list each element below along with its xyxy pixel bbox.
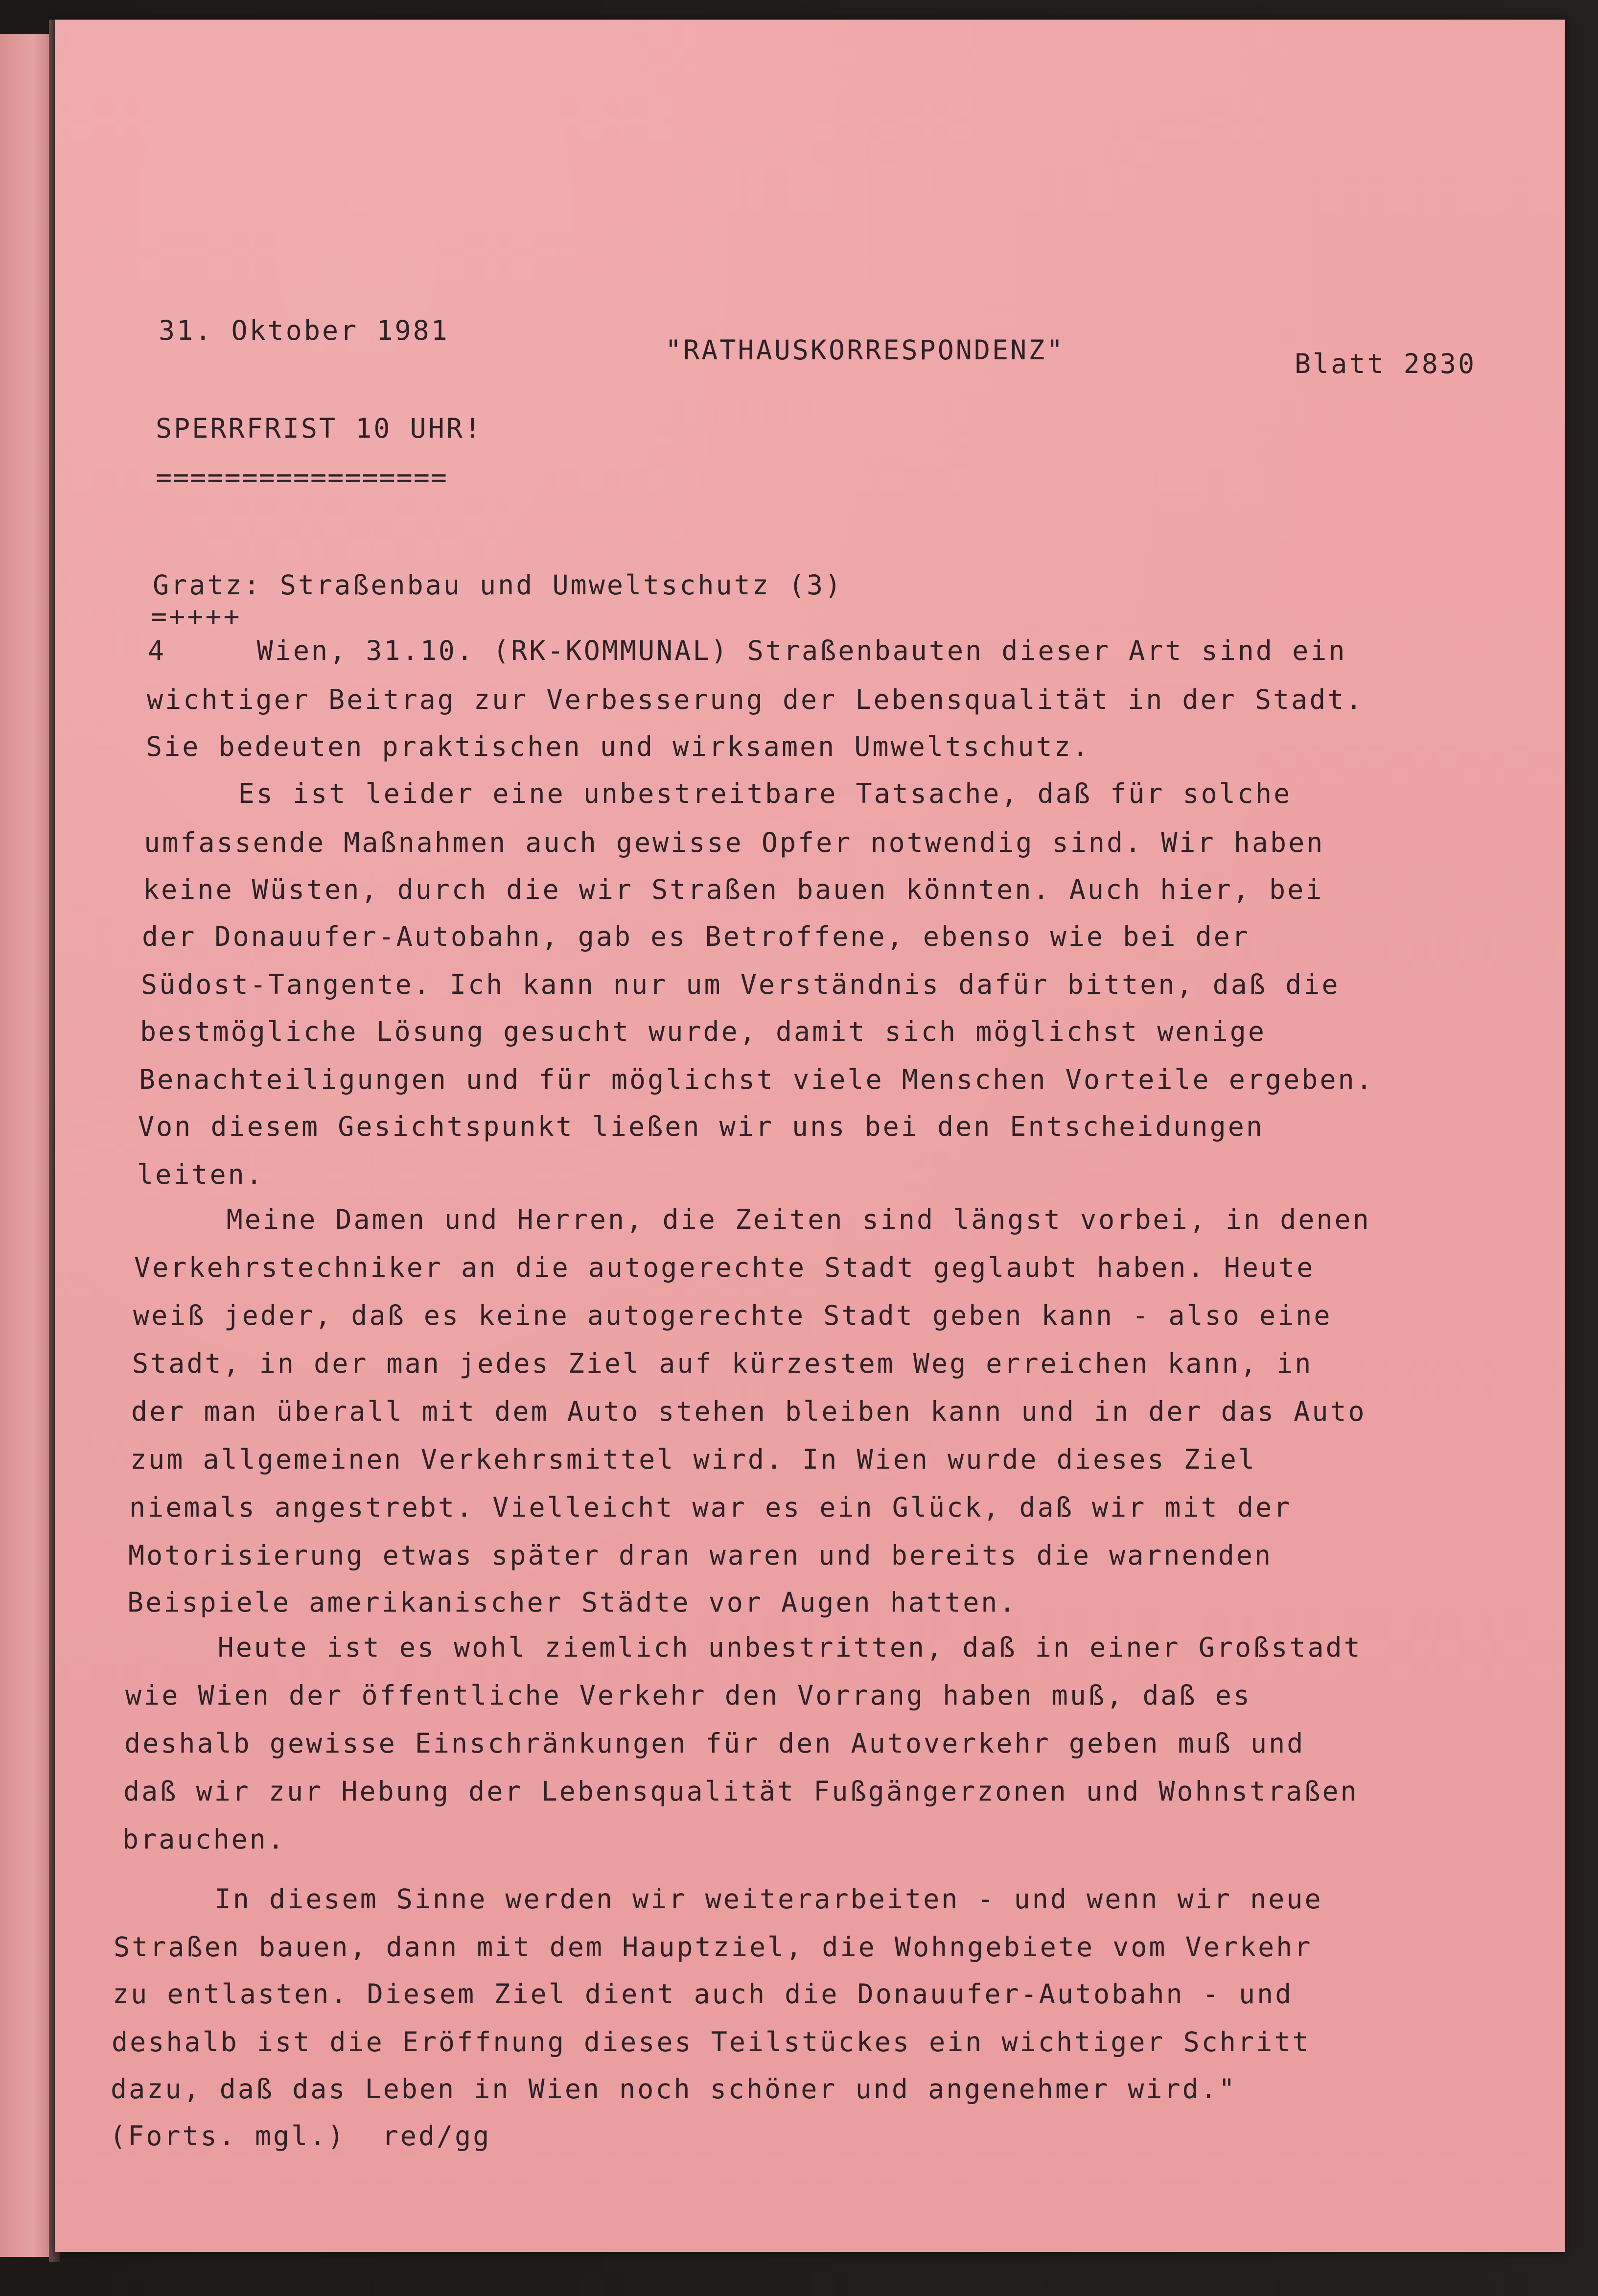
body-line: dazu, daß das Leben in Wien noch schöner und angenehmer wird." — [111, 2073, 1237, 2105]
body-line: wie Wien der öffentliche Verkehr den Vorrang haben muß, daß es — [125, 1680, 1251, 1711]
body-line: 4 Wien, 31.10. (RK-KOMMUNAL) Straßenbauten dieser Art sind ein — [148, 635, 1347, 666]
body-line: bestmögliche Lösung gesucht wurde, damit sich möglichst wenige — [140, 1016, 1266, 1047]
body-line: Südost-Tangente. Ich kann nur um Verständnis dafür bitten, daß die — [141, 969, 1340, 1000]
body-line: Von diesem Gesichtspunkt ließen wir uns bei den Entscheidungen — [138, 1111, 1264, 1142]
body-line: brauchen. — [122, 1824, 286, 1855]
body-line: Meine Damen und Herren, die Zeiten sind längst vorbei, in denen — [117, 1204, 1371, 1235]
body-line: Verkehrstechniker an die autogerechte Stadt geglaubt haben. Heute — [134, 1252, 1315, 1283]
body-line: der man überall mit dem Auto stehen bleiben kann und in der das Auto — [131, 1396, 1366, 1427]
body-line: keine Wüsten, durch die wir Straßen bauen könnten. Auch hier, bei — [143, 874, 1324, 905]
body-line: Beispiele amerikanischer Städte vor Augen hatten. — [127, 1587, 1018, 1618]
body-line: (Forts. mgl.) red/gg — [110, 2120, 491, 2152]
article-title: Gratz: Straßenbau und Umweltschutz (3) — [153, 569, 843, 601]
header-sheet-number: Blatt 2830 — [1295, 348, 1477, 379]
embargo-underline: ================= — [156, 462, 448, 493]
body-line: Straßen bauen, dann mit dem Hauptziel, die Wohngebiete vom Verkehr — [114, 1931, 1313, 1963]
body-line: zum allgemeinen Verkehrsmittel wird. In Wien wurde dieses Ziel — [130, 1444, 1256, 1475]
body-line: deshalb gewisse Einschränkungen für den Autoverkehr geben muß und — [124, 1728, 1305, 1759]
body-line: umfassende Maßnahmen auch gewisse Opfer notwendig sind. Wir haben — [144, 827, 1325, 858]
body-line: zu entlasten. Diesem Ziel dient auch die Donauufer-Autobahn - und — [113, 1978, 1294, 2010]
body-line: Benachteiligungen und für möglichst viele Menschen Vorteile ergeben. — [139, 1064, 1374, 1095]
embargo-notice: SPERRFRIST 10 UHR! — [156, 413, 483, 444]
body-line: leiten. — [137, 1159, 264, 1190]
body-line: Es ist leider eine unbestreitbare Tatsache, daß für solche — [129, 778, 1292, 809]
body-line: deshalb ist die Eröffnung dieses Teilstückes ein wichtiger Schritt — [112, 2026, 1311, 2058]
body-line: In diesem Sinne werden wir weiterarbeiten - und wenn wir neue — [106, 1883, 1323, 1915]
previous-page-edge — [0, 34, 54, 2257]
body-line: daß wir zur Hebung der Lebensqualität Fußgängerzonen und Wohnstraßen — [123, 1776, 1359, 1807]
body-line: weiß jeder, daß es keine autogerechte Stadt geben kann - also eine — [133, 1300, 1332, 1331]
body-line: Heute ist es wohl ziemlich unbestritten, daß in einer Großstadt — [109, 1632, 1362, 1663]
body-line: wichtiger Beitrag zur Verbesserung der Lebensqualität in der Stadt. — [147, 684, 1364, 715]
header-publication: "RATHAUSKORRESPONDENZ" — [665, 334, 1065, 366]
body-line: Motorisierung etwas später dran waren und bereits die warnenden — [128, 1540, 1273, 1571]
header-date: 31. Oktober 1981 — [159, 315, 449, 346]
press-release-page — [55, 20, 1565, 2252]
body-line: niemals angestrebt. Vielleicht war es ein Glück, daß wir mit der — [129, 1492, 1292, 1523]
body-line: Sie bedeuten praktischen und wirksamen Umweltschutz. — [146, 731, 1090, 762]
article-marker: =++++ — [151, 601, 242, 632]
body-line: der Donauufer-Autobahn, gab es Betroffene, ebenso wie bei der — [142, 921, 1250, 952]
article-body — [55, 20, 1565, 2252]
body-line: Stadt, in der man jedes Ziel auf kürzestem Weg erreichen kann, in — [132, 1348, 1313, 1379]
